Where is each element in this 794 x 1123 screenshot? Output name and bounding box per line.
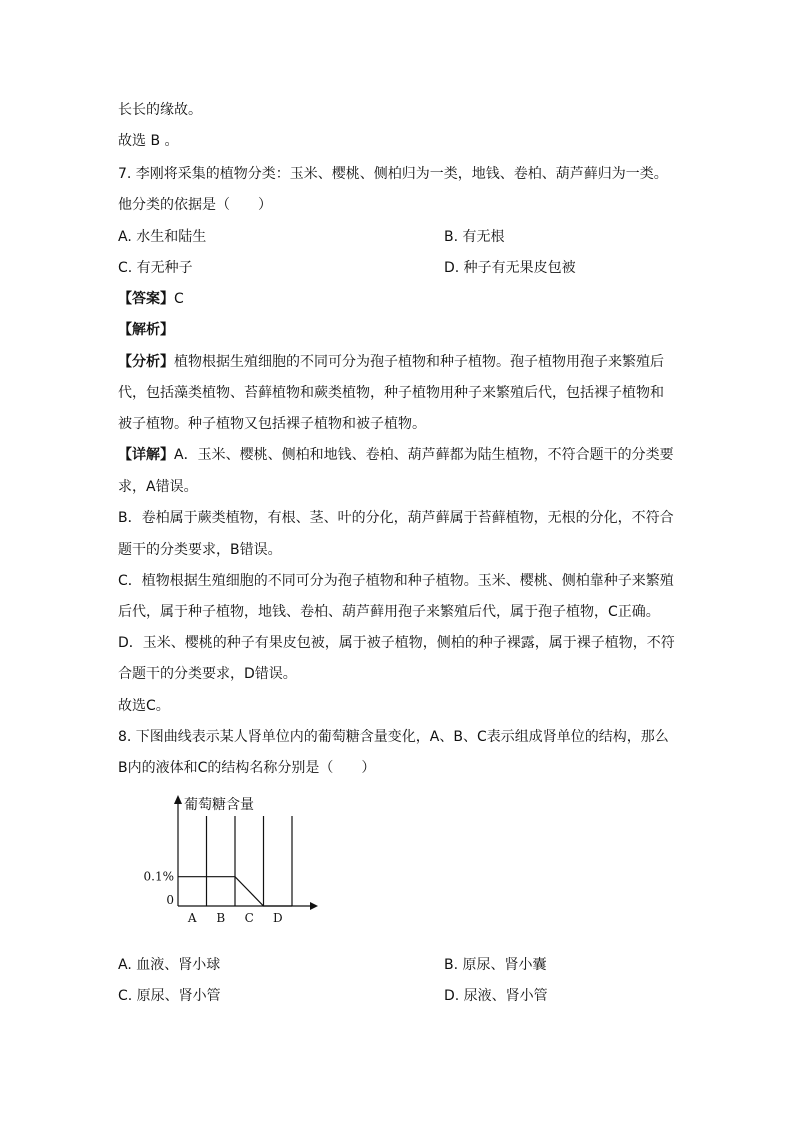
detail-text: D．玉米、樱桃的种子有果皮包被，属于被子植物，侧柏的种子裸露，属于裸子植物，不符 — [118, 635, 675, 651]
option-b: B. 有无根 — [444, 229, 505, 245]
question-8-stem: B内的液体和C的结构名称分别是（ ） — [118, 760, 376, 776]
option-a: A. 血液、肾小球 — [118, 957, 221, 973]
option-c: C. 有无种子 — [118, 260, 193, 276]
analysis-text: 被子植物。种子植物又包括裸子植物和被子植物。 — [118, 416, 426, 432]
conclusion: 故选C。 — [118, 698, 170, 714]
analysis-text — [118, 352, 664, 372]
x-tick-label: B — [216, 911, 226, 925]
answer — [118, 289, 184, 309]
detail-label: 【详解】 — [118, 447, 174, 463]
option-b: B. 原尿、肾小囊 — [444, 957, 547, 973]
question-7-stem: 他分类的依据是（ ） — [118, 197, 272, 213]
analysis-label: 【分析】 — [118, 354, 174, 370]
glucose-chart — [143, 792, 350, 932]
text-line: 长长的缘故。 — [118, 102, 202, 118]
analysis-heading: 【解析】 — [118, 322, 174, 338]
y-tick-label: 0 — [166, 893, 174, 907]
option-d: D. 种子有无果皮包被 — [444, 260, 576, 276]
detail-body: A．玉米、樱桃、侧柏和地钱、卷柏、葫芦藓都为陆生植物，不符合题干的分类要 — [174, 447, 674, 463]
option-d: D. 尿液、肾小管 — [444, 988, 548, 1004]
x-tick-label: D — [272, 911, 283, 925]
chart-title: 葡萄糖含量 — [184, 797, 254, 813]
detail-text: 题干的分类要求，B错误。 — [118, 542, 282, 558]
detail-text: 求，A错误。 — [118, 479, 198, 495]
question-7-stem: 7. 李刚将采集的植物分类：玉米、樱桃、侧柏归为一类，地钱、卷柏、葫芦藓归为一类。 — [118, 166, 668, 182]
y-tick-label: 0.1% — [143, 869, 174, 884]
analysis-body: 植物根据生殖细胞的不同可分为孢子植物和种子植物。孢子植物用孢子来繁殖后 — [174, 354, 664, 370]
question-8-stem: 8. 下图曲线表示某人肾单位内的葡萄糖含量变化，A、B、C表示组成肾单位的结构，那么 — [118, 729, 669, 745]
detail-text: 后代，属于种子植物，地钱、卷柏、葫芦藓用孢子来繁殖后代，属于孢子植物，C正确。 — [118, 604, 660, 620]
answer-value: C — [174, 291, 184, 307]
answer-label: 【答案】 — [118, 291, 174, 307]
option-c: C. 原尿、肾小管 — [118, 988, 221, 1004]
x-tick-label: A — [187, 911, 197, 925]
detail-text — [118, 445, 674, 465]
detail-text: 合题干的分类要求，D错误。 — [118, 666, 297, 682]
y-axis-arrow — [174, 795, 182, 804]
analysis-text: 代，包括藻类植物、苔藓植物和蕨类植物，种子植物用种子来繁殖后代，包括裸子植物和 — [118, 385, 664, 401]
x-tick-label: C — [244, 911, 254, 925]
detail-text: C．植物根据生殖细胞的不同可分为孢子植物和种子植物。玉米、樱桃、侧柏靠种子来繁殖 — [118, 573, 674, 589]
detail-text: B．卷柏属于蕨类植物，有根、茎、叶的分化，葫芦藓属于苔藓植物，无根的分化，不符合 — [118, 510, 674, 526]
option-a: A. 水生和陆生 — [118, 229, 207, 245]
text-line: 故选 B 。 — [118, 133, 179, 149]
x-axis-arrow — [310, 902, 318, 910]
